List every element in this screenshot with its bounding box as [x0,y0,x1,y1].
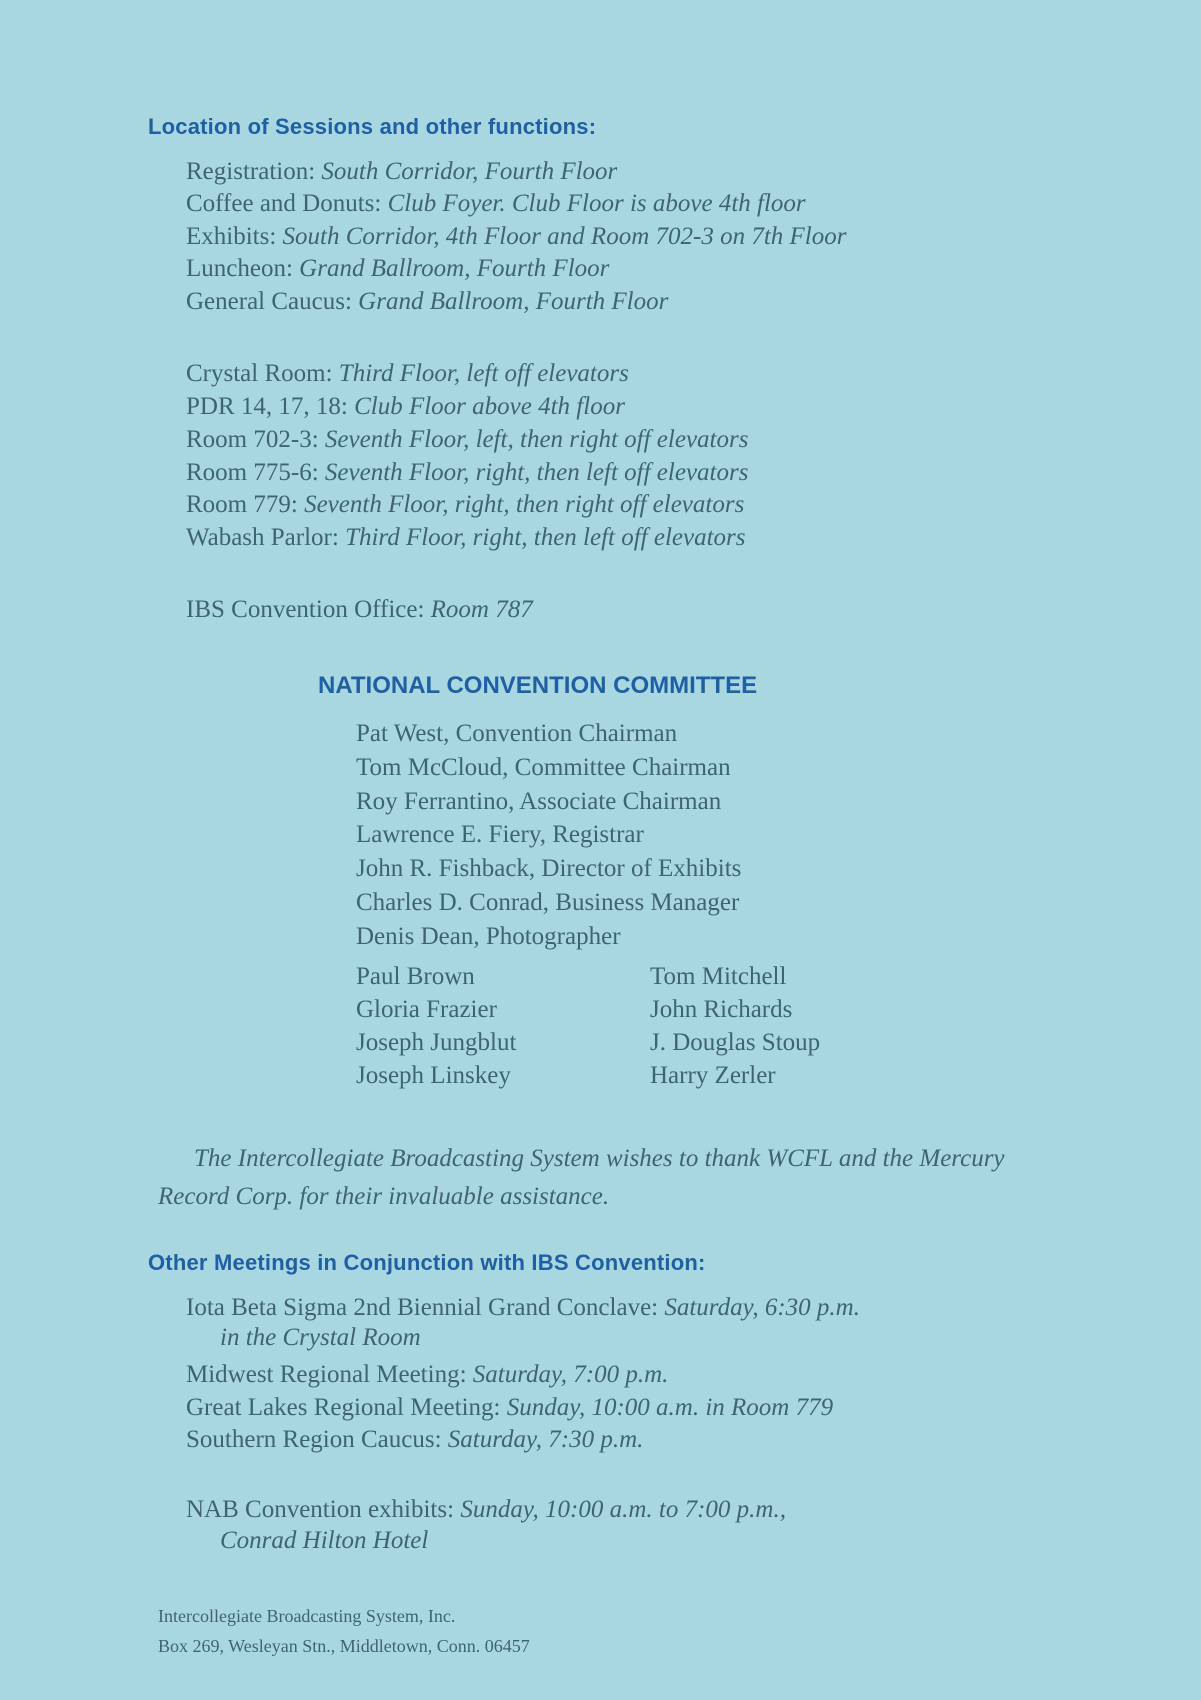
location-label: Exhibits: [186,223,283,250]
location-place: Seventh Floor, right, then right off elevators [304,491,745,518]
location-place: South Corridor, 4th Floor and Room 702-3 on 7th Floor [282,223,847,250]
location-label: Room 775-6: [186,459,325,486]
location-line [186,188,806,220]
thanks-paragraph: The Intercollegiate Broadcasting System wishes to thank WCFL and the Mercury Record Corp. for their invaluable assistance. [158,1145,1005,1210]
meeting-label: Midwest Regional Meeting: [186,1361,473,1388]
committee-officer: John R. Fishback, Director of Exhibits [356,855,742,882]
location-label: Wabash Parlor: [186,524,346,551]
committee-member: John Richards [650,996,793,1023]
committee-member: J. Douglas Stoup [650,1029,821,1056]
location-label: Coffee and Donuts: [186,190,388,217]
meeting-label: Iota Beta Sigma 2nd Biennial Grand Conclave: [186,1294,665,1321]
meeting-line [186,1424,643,1456]
meeting-when: in the Crystal Room [220,1324,421,1351]
location-label: PDR 14, 17, 18: [186,393,355,420]
committee-member: Harry Zerler [650,1062,776,1089]
committee-officer: Charles D. Conrad, Business Manager [356,889,740,916]
location-label: Crystal Room: [186,360,339,387]
meeting-line [186,1392,833,1424]
nab-when: Sunday, 10:00 a.m. to 7:00 p.m., [460,1496,786,1523]
committee-member: Joseph Linskey [356,1062,511,1089]
committee-member: Paul Brown [356,963,475,990]
footer-organization: Intercollegiate Broadcasting System, Inc. [158,1606,456,1626]
office-label: IBS Convention Office: [186,596,431,623]
location-line [186,489,744,521]
location-line [186,253,609,285]
location-label: Registration: [186,158,322,185]
committee-officer: Pat West, Convention Chairman [356,720,678,747]
location-place: Third Floor, right, then left off elevators [345,524,746,551]
location-line [186,391,625,423]
nab-label: NAB Convention exhibits: [186,1496,461,1523]
committee-member: Joseph Jungblut [356,1029,517,1056]
location-place: South Corridor, Fourth Floor [321,158,618,185]
location-place: Grand Ballroom, Fourth Floor [358,288,669,315]
committee-officer: Roy Ferrantino, Associate Chairman [356,788,722,815]
location-line [186,221,846,253]
meeting-line [186,1292,860,1324]
location-line [186,424,748,456]
nab-line [186,1494,786,1526]
meeting-line-cont [220,1322,421,1354]
location-label: Room 702-3: [186,426,325,453]
committee-title: NATIONAL CONVENTION COMMITTEE [318,672,758,699]
location-place: Seventh Floor, left, then right off elevators [324,426,749,453]
committee-member: Tom Mitchell [650,963,787,990]
meeting-line [186,1359,668,1391]
nab-venue: Conrad Hilton Hotel [220,1527,429,1554]
meeting-when: Sunday, 10:00 a.m. in Room 779 [506,1394,834,1421]
locations-heading: Location of Sessions and other functions: [148,114,597,139]
other-meetings-heading: Other Meetings in Conjunction with IBS Convention: [148,1250,706,1275]
meeting-label: Great Lakes Regional Meeting: [186,1394,507,1421]
committee-member: Gloria Frazier [356,996,497,1023]
office-line [186,594,533,626]
office-place: Room 787 [430,596,533,623]
location-line [186,522,746,554]
location-line [186,358,629,390]
footer-address: Box 269, Wesleyan Stn., Middletown, Conn. 06457 [158,1636,530,1656]
location-label: Luncheon: [186,255,300,282]
meeting-when: Saturday, 6:30 p.m. [664,1294,860,1321]
meeting-when: Saturday, 7:30 p.m. [447,1426,644,1453]
location-label: Room 779: [186,491,305,518]
location-place: Seventh Floor, right, then left off elevators [324,459,749,486]
location-line [186,156,617,188]
committee-officer: Tom McCloud, Committee Chairman [356,754,731,781]
location-place: Grand Ballroom, Fourth Floor [299,255,610,282]
location-place: Third Floor, left off elevators [338,360,629,387]
committee-officer: Lawrence E. Fiery, Registrar [356,821,644,848]
location-line [186,286,668,318]
location-line [186,457,748,489]
nab-line-cont [220,1525,428,1557]
committee-officer: Denis Dean, Photographer [356,923,621,950]
location-place: Club Foyer. Club Floor is above 4th floor [387,190,806,217]
meeting-when: Saturday, 7:00 p.m. [472,1361,669,1388]
location-label: General Caucus: [186,288,359,315]
meeting-label: Southern Region Caucus: [186,1426,448,1453]
location-place: Club Floor above 4th floor [354,393,625,420]
